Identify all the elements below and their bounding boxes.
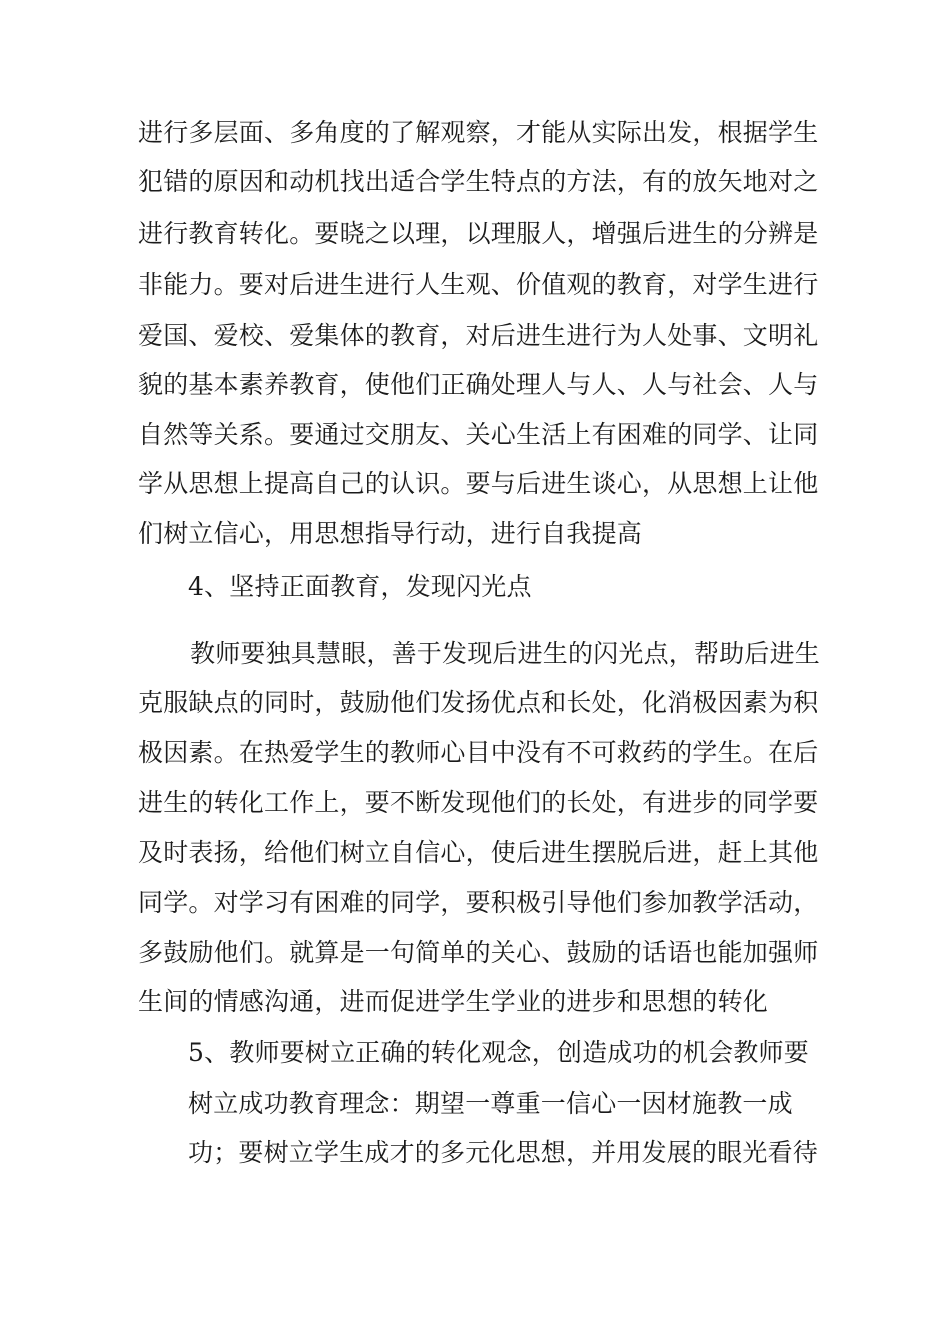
text-line: 进行教育转化。要晓之以理，以理服人，增强后进生的分辨是 bbox=[138, 219, 819, 248]
text-line: 们树立信心，用思想指导行动，进行自我提高 bbox=[138, 519, 643, 548]
text-line: 进行多层面、多角度的了解观察，才能从实际出发，根据学生 bbox=[138, 118, 819, 147]
text-line: 功；要树立学生成才的多元化思想，并用发展的眼光看待 bbox=[188, 1138, 819, 1167]
text-line: 学从思想上提高自己的认识。要与后进生谈心，从思想上让他 bbox=[138, 469, 819, 498]
text-line: 极因素。在热爱学生的教师心目中没有不可救药的学生。在后 bbox=[138, 738, 819, 767]
text-line: 生间的情感沟通，进而促进学生学业的进步和思想的转化 bbox=[138, 987, 769, 1016]
section-heading-4: 4、坚持正面教育，发现闪光点 bbox=[188, 572, 532, 601]
text-line: 克服缺点的同时，鼓励他们发扬优点和长处，化消极因素为积 bbox=[138, 688, 819, 717]
text-line: 自然等关系。要通过交朋友、关心生活上有困难的同学、让同 bbox=[138, 420, 819, 449]
text-line: 貌的基本素养教育，使他们正确处理人与人、人与社会、人与 bbox=[138, 370, 819, 399]
text-line: 5、教师要树立正确的转化观念，创造成功的机会教师要 bbox=[188, 1038, 809, 1067]
text-line: 犯错的原因和动机找出适合学生特点的方法，有的放矢地对之 bbox=[138, 167, 819, 196]
text-line: 多鼓励他们。就算是一句简单的关心、鼓励的话语也能加强师 bbox=[138, 938, 819, 967]
text-line: 同学。对学习有困难的同学，要积极引导他们参加教学活动， bbox=[138, 888, 819, 917]
text-line: 爱国、爱校、爱集体的教育，对后进生进行为人处事、文明礼 bbox=[138, 321, 819, 350]
text-line: 树立成功教育理念：期望一尊重一信心一因材施教一成 bbox=[188, 1089, 793, 1118]
text-line: 进生的转化工作上，要不断发现他们的长处，有进步的同学要 bbox=[138, 788, 819, 817]
text-line: 教师要独具慧眼，善于发现后进生的闪光点，帮助后进生 bbox=[190, 639, 821, 668]
text-line: 非能力。要对后进生进行人生观、价值观的教育，对学生进行 bbox=[138, 270, 819, 299]
text-line: 及时表扬，给他们树立自信心，使后进生摆脱后进，赶上其他 bbox=[138, 838, 819, 867]
